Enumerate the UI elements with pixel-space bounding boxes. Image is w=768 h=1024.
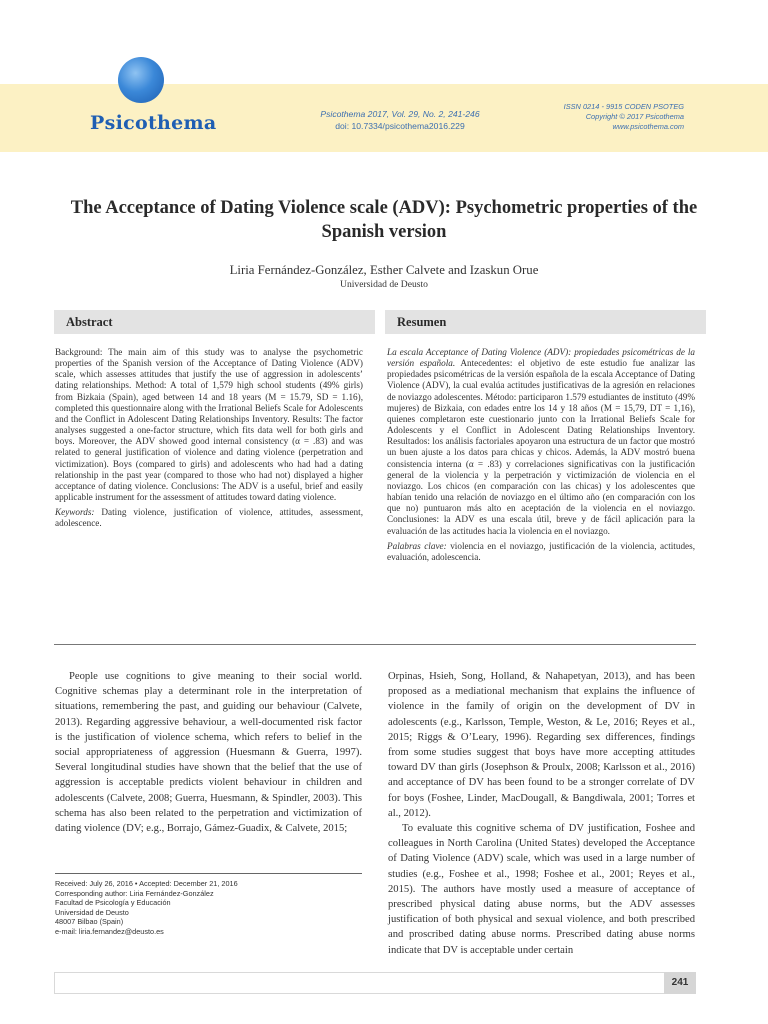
article-affiliation: Universidad de Deusto: [340, 279, 428, 290]
abstract-heading: Abstract: [54, 310, 375, 334]
resumen-text: [387, 347, 695, 537]
correspondence-footnote: [55, 879, 362, 937]
journal-citation: Psicothema 2017, Vol. 29, No. 2, 241-246: [320, 109, 480, 119]
journal-logo-icon: [118, 57, 164, 103]
journal-copyright: Copyright © 2017 Psicothema: [585, 112, 684, 121]
abstract-keywords-text: Dating violence, justification of violence, attitudes, assessment, adolescence.: [55, 507, 364, 529]
resumen-keywords-text: violencia en el noviazgo, justificación de la violencia, actitudes, evaluación, adolescencia.: [387, 540, 695, 562]
article-authors: Liria Fernández-González, Esther Calvete and Izaskun Orue: [229, 263, 539, 277]
resumen-keywords: [387, 541, 695, 563]
resumen-body: [387, 347, 695, 567]
body-paragraph: To evaluate this cognitive schema of DV justification, Foshee and colleagues in North Carolina (United States) developed the Acceptance of Dating Violence (ADV) scale, which was used in a large number of studies (e.g., Foshee et al., 1998; Foshee et al., 2001; Reyes et al., 2015). The authors have mostly used a measure of acceptance of prescribed physical dating abuse norms, but the ADV assesses justification of both physical and sexual violence, and both prescribed and proscribed dating abuse norms. Prescribed dating abuse norms indicate that DV is acceptable under certain: [388, 823, 695, 956]
resumen-text-body: Antecedentes: el objetivo de este estudio fue analizar las propiedades psicométricas de la versión española de la escala Acceptance of Dating Violence (ADV), la cual evalúa actitudes justificativas de la agresión en relaciones de noviazgo adolescentes. Método: participaron 1.579 estudiantes de instituto (49% mujeres) de Bizkaia, con edades entre los 14 y 18 años (M = 15,79, DT = 1,16), quienes completaron este cuestionario junto con la Irrational Beliefs Scale for Adolescents y el Conflict in Adolescent Dating Relationships Inventory. Resultados: los análisis factoriales apoyaron una estructura de un factor que mostró un buen ajuste a los datos para chicas y chicos. Además, la ADV mostró buena consistencia interna (α = .83) y correlaciones significativas con la justificación general de la violencia y la perpetración y victimización de violencia en el noviazgo. Los chicos (en comparación con las chicas) y los adolescentes que habían tenido una relación de noviazgo en el último año (en comparación con los que no) puntuaron más alto en aceptación de la violencia en el noviazgo. Conclusiones: la ADV es una escala útil, breve y de fácil aplicación para la evaluación de las actitudes hacia la violencia en el noviazgo.: [387, 358, 695, 536]
resumen-spanish-title: La escala Acceptance of Dating Violence (ADV): propiedades psicométricas de la versión española.: [387, 347, 695, 369]
section-divider: [54, 644, 696, 645]
journal-info-block: [532, 102, 684, 132]
body-column-left: [55, 669, 362, 836]
resumen-heading: Resumen: [385, 310, 706, 334]
received-dates: Received: July 26, 2016 • Accepted: December 21, 2016: [55, 879, 238, 888]
author-city: 48007 Bilbao (Spain): [55, 917, 124, 927]
author-university: Universidad de Deusto: [55, 907, 129, 917]
abstract-text: Background: The main aim of this study was to analyse the psychometric properties of the Spanish version of the Acceptance of Dating Violence (ADV) scale, which assesses attitudes that justify the use of aggression in adolescents’ dating relationships. Method: A total of 1,579 high school students (49% girls) from Bizkaia (Spain), aged between 14 and 18 years (M = 15.79, SD = 1.16), completed this questionnaire along with the Irrational Beliefs Scale for Adolescents and the Conflict in Adolescent Dating Relationships Inventory. Results: The factor analyses suggested a one-factor structure, which fits data well for both girls and boys. Moreover, the ADV showed good internal consistency (α = .83) and was related to general justification of violence and dating violence (perpetration and victimization). Boys (compared to girls) and adolescents who had had a dating relationship in the past year (compared to those who had not) displayed a higher acceptance of dating violence. Conclusions: The ADV is a useful, brief and easily applicable instrument for the assessment of attitudes toward dating violence.: [55, 347, 363, 503]
body-paragraph: People use cognitions to give meaning to their social world. Cognitive schemas play a determinant role in the interpretation of situations, remembering the past, and guiding our behaviour (Calvete, 2013). Regarding aggressive behaviour, a well-documented risk factor is the justification of violence schema, which refers to belief in the social appropriateness of aggression (Huesmann & Guerra, 1997). Several longitudinal studies have shown that the belief that the use of aggression is acceptable predicts violent behaviour in children and adolescents (Calvete, 2008; Guerra, Huesmann, & Spindler, 2003). This schema has also been related to the perpetration and victimization of dating violence (DV; e.g., Borrajo, Gámez-Guadix, & Calvete, 2015;: [55, 671, 362, 835]
author-faculty: Facultad de Psicología y Educación: [55, 898, 171, 908]
resumen-keywords-label: Palabras clave:: [387, 540, 447, 551]
body-paragraph: Orpinas, Hsieh, Song, Holland, & Nahapetyan, 2013), and has been proposed as a mediational mechanism that explains the influence of violence in the family of origin on the development of DV in adolescents (e.g., Karlsson, Temple, Weston, & Le, 2016; Reyes et al., 2015; Riggs & O’Leary, 1996). Regarding sex differences, findings from some studies suggest that boys have more accepting attitudes toward DV than girls (Josephson & Proulx, 2008; Karlsson et al., 2016) and acceptance of DV has been found to be a stronger correlate of DV for boys (Foshee, Linder, MacDougall, & Bangdiwala, 2001; Torres et al., 2012).: [388, 671, 695, 819]
page-footer-bar: [54, 972, 696, 994]
article-doi[interactable]: doi: 10.7334/psicothema2016.229: [335, 121, 465, 131]
corresponding-author: Corresponding author: Liria Fernández-González: [55, 888, 214, 898]
page-number: 241: [664, 972, 696, 994]
body-column-right: [388, 669, 695, 958]
citation-block: [300, 108, 500, 132]
journal-issn: ISSN 0214 - 9915 CODEN PSOTEG: [563, 102, 684, 111]
abstract-body: [55, 347, 363, 534]
author-email[interactable]: e-mail: liria.fernandez@deusto.es: [55, 926, 164, 936]
abstract-keywords: [55, 507, 363, 529]
article-title: The Acceptance of Dating Violence scale (ADV): Psychometric properties of the Spanish version: [70, 198, 698, 242]
footnote-divider: [55, 873, 362, 874]
abstract-keywords-label: Keywords:: [55, 507, 95, 518]
journal-website[interactable]: www.psicothema.com: [612, 122, 684, 131]
journal-logo-text: Psicothema: [90, 112, 217, 134]
